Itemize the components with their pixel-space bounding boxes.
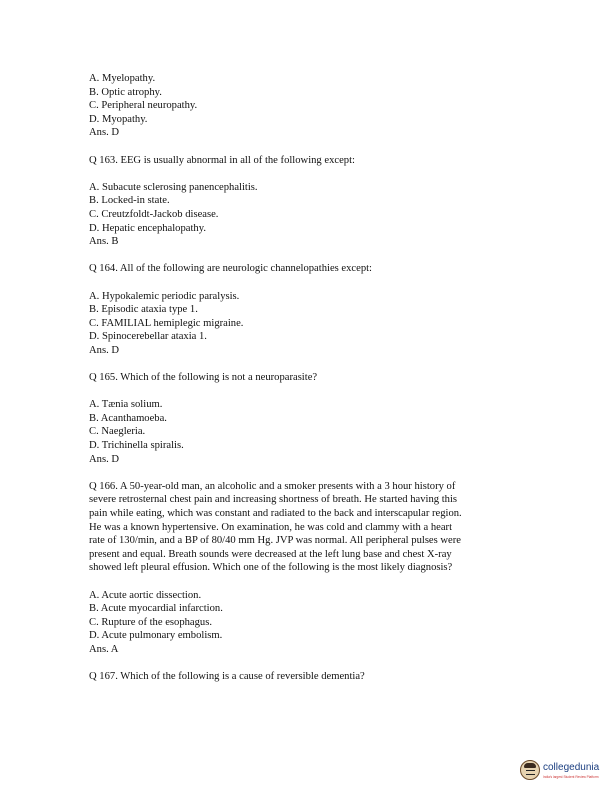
option-b: B. Episodic ataxia type 1. — [89, 304, 198, 316]
option-c: C. Rupture of the esophagus. — [89, 616, 212, 628]
question-text: Q 167. Which of the following is a cause of reversible dementia? — [89, 671, 365, 683]
option-a: A. Acute aortic dissection. — [89, 589, 202, 601]
option-b: B. Acute myocardial infarction. — [89, 603, 223, 615]
answer: Ans. D — [89, 453, 120, 465]
question-167 — [89, 670, 521, 684]
option-c: C. Peripheral neuropathy. — [89, 100, 198, 112]
question-162-options — [89, 72, 521, 140]
option-d: D. Acute pulmonary embolism. — [89, 630, 223, 642]
option-a: A. Myelopathy. — [89, 73, 156, 84]
question-text: Q 164. All of the following are neurologic channelopathies except: — [89, 263, 373, 275]
mascot-icon — [520, 760, 540, 780]
question-line: He was a known hypertensive. On examination, he was cold and clammy with a heart — [89, 521, 453, 533]
question-164 — [89, 262, 521, 357]
option-d: D. Trichinella spiralis. — [89, 440, 184, 452]
answer: Ans. B — [89, 236, 119, 248]
question-text: Q 163. EEG is usually abnormal in all of the following except: — [89, 154, 355, 166]
question-text: Q 165. Which of the following is not a neuroparasite? — [89, 372, 318, 384]
option-d: D. Myopathy. — [89, 113, 148, 125]
question-163 — [89, 154, 521, 249]
document-page — [89, 72, 521, 684]
question-line: pain while eating, which was constant and radiated to the back and interscapular region. — [89, 508, 462, 519]
option-c: C. Naegleria. — [89, 426, 146, 438]
answer: Ans. A — [89, 643, 119, 655]
option-d: D. Hepatic encephalopathy. — [89, 222, 206, 234]
logo-name: collegedunia — [543, 762, 600, 773]
question-line: Q 166. A 50-year-old man, an alcoholic and a smoker presents with a 3 hour history of — [89, 480, 456, 492]
option-b: B. Acanthamoeba. — [89, 412, 167, 424]
logo-tagline: India's largest Student Review Platform — [543, 775, 599, 779]
question-line: rate of 130/min, and a BP of 80/40 mm Hg. JVP was normal. All peripheral pulses were — [89, 535, 461, 547]
question-line: present and equal. Breath sounds were decreased at the left lung base and chest X-ray — [89, 548, 452, 560]
option-c: C. FAMILIAL hemiplegic migraine. — [89, 317, 244, 329]
option-a: A. Subacute sclerosing panencephalitis. — [89, 181, 258, 193]
question-line: severe retrosternal chest pain and increasing shortness of breath. He started having this — [89, 494, 458, 506]
option-a: A. Tænia solium. — [89, 399, 163, 411]
question-line: showed left pleural effusion. Which one of the following is the most likely diagnosis? — [89, 562, 453, 574]
question-165 — [89, 371, 521, 466]
question-166 — [89, 480, 521, 657]
answer: Ans. D — [89, 127, 120, 139]
option-d: D. Spinocerebellar ataxia 1. — [89, 331, 207, 343]
collegedunia-logo — [520, 760, 610, 786]
option-a: A. Hypokalemic periodic paralysis. — [89, 290, 240, 302]
option-c: C. Creutzfoldt-Jackob disease. — [89, 208, 219, 220]
option-b: B. Locked-in state. — [89, 195, 170, 207]
option-b: B. Optic atrophy. — [89, 86, 162, 98]
answer: Ans. D — [89, 344, 120, 356]
